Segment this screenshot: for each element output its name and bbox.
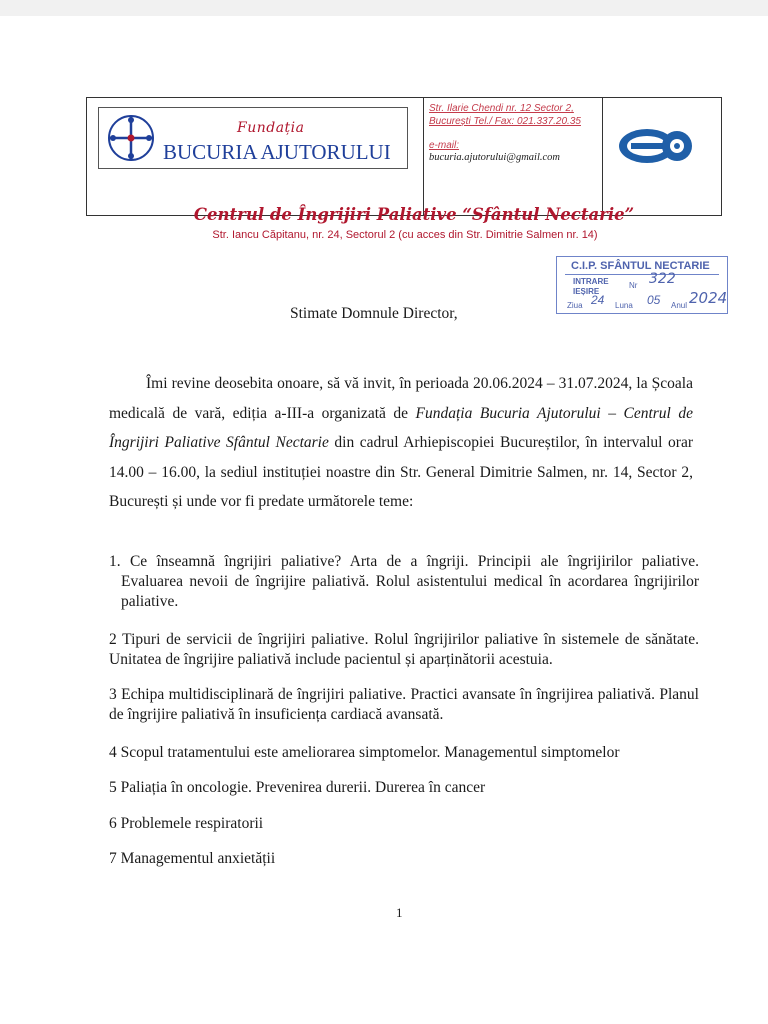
- email-value: bucuria.ajutorului@gmail.com: [429, 152, 560, 163]
- stamp-year-label: Anul: [671, 301, 688, 310]
- page-number: 1: [396, 905, 403, 920]
- stamp-out-label: IEȘIRE: [573, 287, 600, 296]
- stamp-nr-label: Nr: [629, 281, 638, 290]
- stamp-year-value: 2024: [689, 289, 728, 307]
- letterhead-logo-cell: [87, 98, 424, 215]
- list-item: 7 Managementul anxietății: [109, 850, 276, 867]
- stamp-title: C.I.P. SFÂNTUL NECTARIE: [571, 260, 710, 272]
- paragraph-part-3: din cadrul Arhiepiscopiei Bucureștilor, în intervalul orar 14.00 – 16.00, la sediul instituției noastre din Str. General Dimitrie Salmen, nr. 14, Sector 2, București și unde vor fi predate următorele teme:: [109, 434, 693, 510]
- list-item: 3 Echipa multidisciplinară de îngrijiri paliative. Practici avansate în îngrijirea paliativă. Planul de îngrijire paliativă în insuficiența cardiacă avansată.: [109, 686, 699, 723]
- foundation-name: BUCURIA AJUTORULUI: [163, 140, 391, 164]
- foundation-title: Fundația: [237, 120, 305, 136]
- accreditation-badge-icon: [617, 126, 695, 166]
- center-title: Centrul de Îngrijiri Paliative “Sfântul Nectarie”: [193, 205, 635, 224]
- email-label: e-mail:: [429, 140, 460, 151]
- paragraph-organizer: Fundația Bucuria Ajutorului – Centrul de Îngrijiri Paliative Sfântul Nectarie: [109, 404, 693, 451]
- letterhead: [86, 97, 722, 216]
- stamp-month-label: Luna: [615, 301, 633, 310]
- list-item: 1. Ce înseamnă îngrijiri paliative? Arta de a îngriji. Principii ale îngrijirilor paliative. Evaluarea nevoii de îngrijire paliativă. Rolul asistentului medical în acordarea îngrijirilor paliative.: [109, 553, 699, 610]
- stamp-day-value: 24: [591, 293, 605, 307]
- paragraph-part-1: Îmi revine deosebita onoare, să vă invit, în perioada 20.06.2024 – 31.07.2024, la Școala medicală de vară, ediția a-III-a organizată de: [109, 375, 693, 422]
- center-address: Str. Iancu Căpitanu, nr. 24, Sectorul 2 (cu acces din Str. Dimitrie Salmen nr. 14): [212, 229, 598, 241]
- list-item: 2 Tipuri de servicii de îngrijiri paliative. Rolul îngrijirilor paliative în sistemele de sănătate. Unitatea de îngrijire paliativă include pacientul și aparținătorii acestuia.: [109, 631, 699, 668]
- cross-icon: [103, 110, 159, 166]
- foundation-address: Str. Ilarie Chendi nr. 12 Sector 2, București Tel./ Fax: 021.337.20.35: [429, 103, 581, 127]
- scan-edge: [0, 0, 768, 16]
- foundation-logo: [98, 107, 408, 169]
- stamp-day-label: Ziua: [567, 301, 583, 310]
- stamp-month-value: 05: [647, 293, 661, 307]
- invitation-paragraph: [109, 369, 693, 517]
- registration-stamp: [556, 256, 728, 314]
- stamp-in-label: INTRARE: [573, 277, 609, 286]
- stamp-divider: [565, 274, 719, 275]
- stamp-nr-value: 322: [649, 271, 676, 287]
- list-item: 6 Problemele respiratorii: [109, 815, 264, 832]
- list-item: 5 Paliația în oncologie. Prevenirea durerii. Durerea în cancer: [109, 779, 486, 796]
- letterhead-contact-cell: [424, 98, 603, 215]
- letterhead-badge-cell: [603, 98, 721, 215]
- list-item: 4 Scopul tratamentului este ameliorarea simptomelor. Managementul simptomelor: [109, 744, 620, 761]
- salutation: Stimate Domnule Director,: [290, 305, 458, 322]
